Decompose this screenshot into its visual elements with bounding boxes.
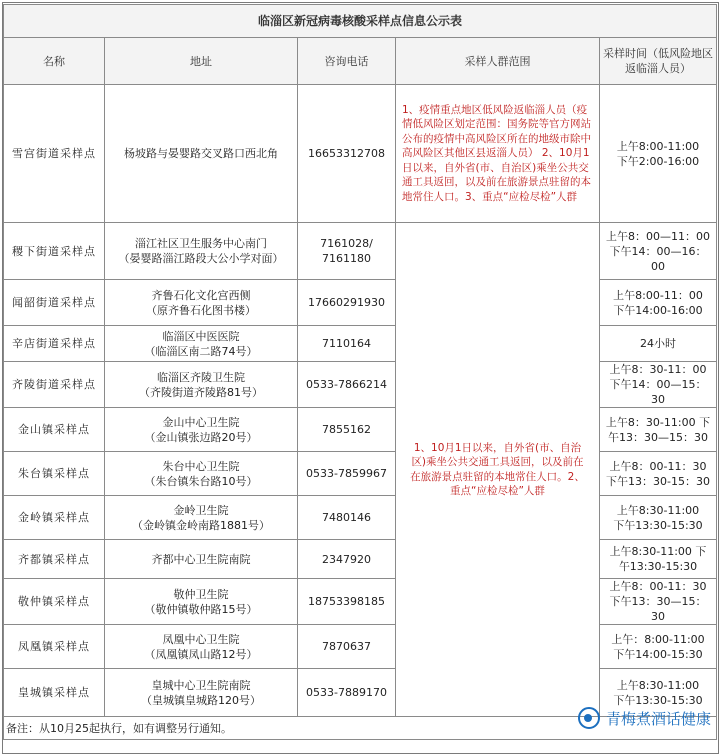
site-name-text: 稷下街道采样点 — [12, 244, 96, 258]
time-line-2: 下午13：30—15：30 — [609, 595, 707, 623]
time-line-1: 上午8：30-11:00 下 — [605, 415, 711, 429]
site-time — [600, 579, 717, 625]
site-name-text: 朱台镇采样点 — [18, 467, 90, 480]
site-name — [4, 280, 105, 326]
site-address — [105, 280, 298, 326]
site-phone — [298, 280, 396, 326]
site-time — [600, 625, 717, 669]
header-phone: 咨询电话 — [298, 38, 396, 85]
address-line-1: 齐鲁石化文化宫西侧 — [151, 288, 251, 302]
site-time — [600, 540, 717, 579]
table-row — [4, 280, 717, 326]
time-line-2: 午13：30—15：30 — [608, 430, 708, 444]
site-name — [4, 579, 105, 625]
time-line-1: 上午8：00—11：00 — [606, 229, 710, 243]
address-line-2: （敬仲镇敬仲路15号） — [144, 602, 258, 616]
time-line-1: 上午8：30-11：00 — [609, 363, 707, 376]
site-name-text: 闻韶街道采样点 — [12, 296, 96, 309]
site-phone — [298, 85, 396, 223]
site-name — [4, 452, 105, 496]
site-address — [105, 669, 298, 717]
address-line-1: 金山中心卫生院 — [162, 415, 240, 429]
time-line-1: 上午8：00-11：30 — [609, 580, 707, 593]
phone-line-1: 17660291930 — [308, 296, 385, 309]
address-line-2: （金岭镇金岭南路1881号） — [132, 518, 270, 532]
header-address: 地址 — [105, 38, 298, 85]
address-line-1: 临淄区齐陵卫生院 — [157, 370, 245, 384]
table-row — [4, 85, 717, 223]
site-time — [600, 496, 717, 540]
time-line-1: 上午：8:00-11:00 — [611, 632, 705, 646]
site-name-text: 齐都镇采样点 — [18, 552, 90, 566]
time-line-2: 下午13:30-15:30 — [613, 693, 703, 707]
site-address — [105, 85, 298, 223]
site-phone — [298, 579, 396, 625]
time-line-1: 上午8:30-11:00 — [616, 678, 700, 692]
table-row — [4, 496, 717, 540]
site-name — [4, 540, 105, 579]
site-address — [105, 362, 298, 408]
address-line-2: （原齐鲁石化图书楼） — [146, 303, 256, 317]
site-phone — [298, 496, 396, 540]
site-address — [105, 579, 298, 625]
scope-priority — [396, 85, 600, 223]
note-text: 备注：从10月25起执行，如有调整另行通知。 — [4, 717, 717, 740]
time-line-2: 下午13：30-15：30 — [606, 474, 710, 488]
address-line-1: 齐都中心卫生院南院 — [151, 552, 251, 566]
site-time — [600, 280, 717, 326]
address-line-1: 凤凰中心卫生院 — [162, 632, 240, 646]
site-time — [600, 452, 717, 496]
time-line-1: 上午8:30-11:00 下 — [609, 545, 707, 558]
time-line-1: 上午8:00-11:00 — [616, 139, 700, 153]
table-title: 临淄区新冠病毒核酸采样点信息公示表 — [4, 5, 717, 38]
table-row — [4, 362, 717, 408]
site-name-text: 金岭镇采样点 — [18, 511, 90, 524]
table-row — [4, 223, 717, 280]
phone-line-1: 0533-7866214 — [306, 378, 387, 391]
time-line-2: 下午14:00-15:30 — [613, 647, 703, 661]
time-line-1: 上午8:00-11：00 — [613, 288, 703, 302]
time-line-2: 下午13:30-15:30 — [613, 518, 703, 532]
site-address — [105, 625, 298, 669]
site-time — [600, 362, 717, 408]
table-row — [4, 540, 717, 579]
site-time — [600, 223, 717, 280]
table-row — [4, 579, 717, 625]
address-line-2: （金山镇张边路20号） — [144, 430, 258, 444]
time-line-1: 上午8：00-11：30 — [609, 459, 707, 473]
table-row — [4, 408, 717, 452]
site-phone — [298, 625, 396, 669]
phone-line-1: 0533-7859967 — [306, 467, 387, 480]
site-name — [4, 408, 105, 452]
site-address — [105, 326, 298, 362]
site-name — [4, 625, 105, 669]
phone-line-1: 7480146 — [322, 511, 371, 524]
site-time — [600, 408, 717, 452]
table-row — [4, 452, 717, 496]
phone-line-1: 7855162 — [322, 423, 371, 436]
site-address — [105, 223, 298, 280]
site-name — [4, 326, 105, 362]
address-line-1: 杨坡路与晏婴路交叉路口西北角 — [124, 147, 278, 160]
address-line-1: 敬仲卫生院 — [173, 587, 229, 601]
phone-line-1: 7110164 — [322, 337, 371, 350]
site-phone — [298, 223, 396, 280]
site-phone — [298, 326, 396, 362]
watermark — [578, 707, 711, 729]
site-phone — [298, 452, 396, 496]
time-line-1: 上午8:30-11:00 — [616, 503, 700, 517]
site-name-text: 辛店街道采样点 — [12, 337, 96, 350]
wechat-logo-icon — [578, 707, 600, 729]
phone-line-1: 2347920 — [322, 552, 371, 566]
scope-priority-text: 1、疫情重点地区低风险返临淄人员（疫情低风险区划定范围：国务院等官方网站公布的疫情中高风险区所在的地级市除中高风险区其他区县返淄人员） 2、10月1日以来，自外省(市、自治区)乘坐公共交通工具返回，以及前在旅游景点驻留的本地常住人口。3、重点“应检尽检”人群 — [402, 103, 591, 203]
site-time — [600, 326, 717, 362]
site-name-text: 皇城镇采样点 — [18, 686, 90, 699]
address-line-1: 淄江社区卫生服务中心南门 — [135, 237, 267, 250]
address-line-2: （凤凰镇凤山路12号） — [144, 647, 258, 661]
site-address — [105, 408, 298, 452]
phone-line-2: 7161180 — [322, 252, 371, 265]
site-phone — [298, 408, 396, 452]
header-time: 采样时间（低风险地区返临淄人员） — [600, 38, 717, 85]
site-name-text: 金山镇采样点 — [18, 423, 90, 436]
table-row — [4, 625, 717, 669]
site-name — [4, 669, 105, 717]
site-time — [600, 85, 717, 223]
address-line-2: （朱台镇朱台路10号） — [144, 474, 258, 488]
scope-general-text: 1、10月1日以来，自外省(市、自治区)乘坐公共交通工具返回，以及前在在旅游景点驻留的本地常住人口。2、重点“应检尽检”人群 — [410, 441, 585, 497]
time-line-1: 24小时 — [640, 337, 676, 350]
address-line-1: 临淄区中医医院 — [162, 329, 240, 343]
site-phone — [298, 362, 396, 408]
site-address — [105, 452, 298, 496]
site-phone — [298, 540, 396, 579]
site-address — [105, 496, 298, 540]
site-name — [4, 85, 105, 223]
sampling-sites-table — [3, 4, 717, 740]
time-line-2: 下午14:00-16:00 — [613, 303, 703, 317]
address-line-1: 金岭卫生院 — [173, 503, 229, 517]
site-name-text: 敬仲镇采样点 — [18, 595, 90, 608]
site-name — [4, 223, 105, 280]
address-line-1: 皇城中心卫生院南院 — [151, 678, 251, 692]
phone-line-1: 18753398185 — [308, 595, 385, 608]
site-name-text: 齐陵街道采样点 — [12, 378, 96, 391]
site-name-text: 雪宫街道采样点 — [12, 147, 96, 160]
site-phone — [298, 669, 396, 717]
header-scope: 采样人群范围 — [396, 38, 600, 85]
address-line-2: （临淄区南二路74号） — [144, 344, 258, 358]
table-row — [4, 326, 717, 362]
phone-line-1: 7161028/ — [320, 237, 373, 250]
phone-line-1: 16653312708 — [308, 147, 385, 160]
time-line-2: 下午2:00-16:00 — [616, 154, 700, 168]
site-name — [4, 496, 105, 540]
address-line-2: （齐陵街道齐陵路81号） — [139, 385, 263, 399]
site-name — [4, 362, 105, 408]
address-line-2: （晏婴路淄江路段大公小学对面） — [118, 252, 284, 265]
watermark-text: 青梅煮酒话健康 — [605, 709, 711, 728]
address-line-2: （皇城镇皇城路120号） — [141, 693, 261, 707]
phone-line-1: 0533-7889170 — [306, 686, 387, 699]
address-line-1: 朱台中心卫生院 — [162, 459, 240, 473]
scope-general — [396, 223, 600, 717]
time-line-2: 下午14：00—15：30 — [609, 378, 707, 406]
header-name: 名称 — [4, 38, 105, 85]
site-address — [105, 540, 298, 579]
time-line-2: 午13:30-15:30 — [618, 560, 698, 573]
site-name-text: 凤凰镇采样点 — [18, 640, 90, 653]
time-line-2: 下午14：00—16：00 — [609, 244, 707, 273]
phone-line-1: 7870637 — [322, 640, 371, 653]
